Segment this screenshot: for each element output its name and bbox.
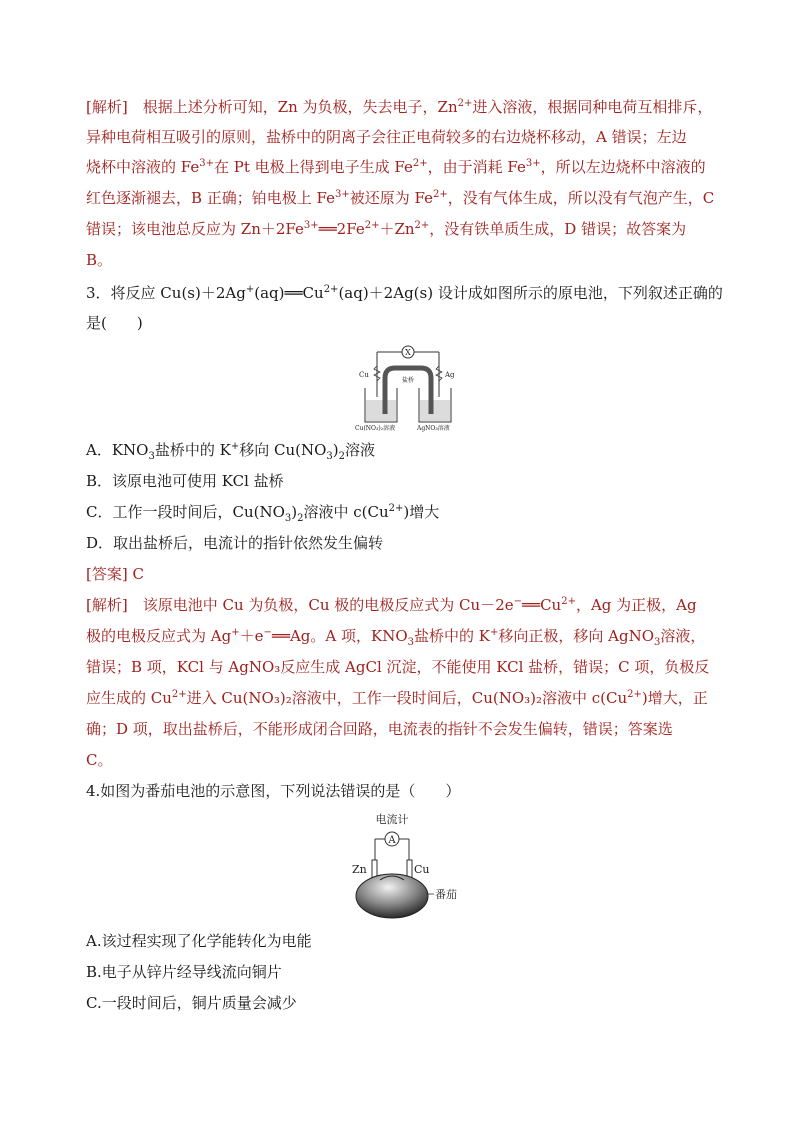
subscript: 2 [338, 451, 346, 462]
meter-label: X [405, 348, 411, 357]
subscript: 3 [148, 451, 155, 462]
text: ，没有气体生成，所以没有气泡产生，C [447, 189, 715, 207]
ammeter-label: A [388, 835, 396, 846]
text: [解析] 根据上述分析可知，Zn 为负极，失去电子，Zn [86, 98, 458, 116]
text: ══Ag。A 项，KNO [271, 627, 408, 645]
superscript: 2+ [323, 284, 339, 295]
text: C．工作一段时间后，Cu(NO [86, 503, 285, 521]
text: 进入溶液，根据同种电荷互相排斥， [472, 98, 713, 116]
text: 移向正极，移向 AgNO [498, 627, 655, 645]
text: ，没有铁单质生成，D 错误；故答案为 [429, 220, 687, 238]
q3-stem-line-2: 是( ) [86, 314, 143, 332]
superscript: 2+ [627, 689, 642, 700]
text: 移向 Cu(NO [239, 441, 327, 459]
superscript: + [231, 627, 240, 638]
q4-option-a: A.该过程实现了化学能转化为电能 [86, 932, 312, 950]
text: 被还原为 Fe [349, 189, 434, 207]
text: 盐桥中的 K [154, 441, 231, 459]
q2-analysis-line-2: 异种电荷相互吸引的原则，盐桥中的阴离子会往正电荷较多的右边烧杯移动，A 错误；左边 [86, 128, 687, 146]
text: 溶液， [660, 627, 706, 645]
text: 溶液 [345, 441, 376, 459]
text: ) [332, 441, 339, 459]
text: ，所以左边烧杯中溶液的 [540, 158, 706, 176]
subscript: 3 [284, 513, 292, 524]
subscript: 3 [654, 637, 661, 648]
q3-analysis-line-4 [86, 687, 746, 709]
q3-option-b: B．该原电池可使用 KCl 盐桥 [86, 472, 284, 490]
q3-option-c [86, 501, 746, 523]
ag-electrode-label: Ag [445, 371, 455, 379]
galvanic-cell-figure [355, 342, 465, 432]
meter-caption: 电流计 [375, 813, 409, 826]
superscript: 2+ [433, 189, 448, 200]
text: ══Cu [522, 596, 562, 614]
subscript: 3 [407, 637, 414, 648]
cu-label: Cu [414, 863, 430, 876]
text: 错误；该电池总反应为 Zn＋2Fe [86, 220, 304, 238]
right-solution-fill [420, 400, 450, 421]
left-solution-label: Cu(NO₃)₂溶液 [355, 425, 396, 432]
q3-stem-line-1 [86, 282, 746, 304]
text: 红色逐渐褪去，B 正确；铂电极上 Fe [86, 189, 336, 207]
text: [解析] 该原电池中 Cu 为负极，Cu 极的电极反应式为 Cu－2e [86, 596, 514, 614]
q3-answer: [答案] C [86, 565, 144, 583]
text: (aq)＋2Ag(s) 设计成如图所示的原电池，下列叙述正确的 [338, 284, 723, 302]
superscript: 3+ [335, 189, 350, 200]
text: 进入 Cu(NO₃)₂溶液中，工作一段时间后，Cu(NO₃)₂溶液中 c(Cu [186, 689, 628, 707]
superscript: − [263, 627, 272, 638]
text: 烧杯中溶液的 Fe [86, 158, 200, 176]
q3-analysis-line-1 [86, 594, 746, 616]
superscript: + [230, 441, 240, 452]
superscript: 3+ [525, 158, 541, 169]
superscript: 3+ [199, 158, 214, 169]
superscript: − [513, 596, 523, 607]
text: 盐桥中的 K [414, 627, 490, 645]
tomato-battery-figure [348, 812, 458, 920]
text: 在 Pt 电极上得到电子生成 Fe [213, 158, 413, 176]
text: )增大 [403, 503, 440, 521]
superscript: 2+ [412, 158, 428, 169]
q4-stem: 4.如图为番茄电池的示意图，下列说法错误的是（ ） [86, 782, 461, 800]
salt-bridge-label: 盐桥 [401, 377, 415, 384]
q3-analysis-line-3: 错误；B 项，KCl 与 AgNO₃反应生成 AgCl 沉淀，不能使用 KCl 盐桥，错误；C 项，负极反 [86, 658, 710, 676]
text: )增大，正 [641, 689, 708, 707]
q2-analysis-line-6: B。 [86, 251, 113, 269]
text: ＋e [239, 627, 264, 645]
text: (aq)══Cu [254, 284, 324, 302]
q3-analysis-line-6: C。 [86, 751, 113, 769]
superscript: 2+ [457, 98, 473, 109]
text: 极的电极反应式为 Ag [86, 627, 232, 645]
q2-analysis-line-5 [86, 218, 746, 240]
text: A．KNO [86, 441, 149, 459]
superscript: 2+ [388, 503, 404, 514]
text: ，由于消耗 Fe [427, 158, 526, 176]
q3-option-a [86, 439, 746, 461]
text: ) [291, 503, 298, 521]
text: ＋Zn [379, 220, 415, 238]
text: 溶液中 c(Cu [303, 503, 389, 521]
tomato [356, 874, 428, 918]
q4-option-c: C.一段时间后，铜片质量会减少 [86, 994, 297, 1012]
text: 应生成的 Cu [86, 689, 172, 707]
q2-analysis-line-1 [86, 96, 746, 118]
cu-electrode-label: Cu [359, 371, 369, 379]
zn-label: Zn [352, 863, 367, 876]
q3-analysis-line-2 [86, 625, 746, 647]
text: ══2Fe [318, 220, 365, 238]
superscript: 2+ [414, 220, 430, 231]
q3-analysis-line-5: 确；D 项，取出盐桥后，不能形成闭合回路，电流表的指针不会发生偏转，错误；答案选 [86, 720, 673, 738]
q3-option-d: D．取出盐桥后，电流计的指针依然发生偏转 [86, 534, 384, 552]
superscript: + [245, 284, 255, 295]
left-solution-fill [366, 400, 396, 421]
superscript: + [489, 627, 499, 638]
superscript: 2+ [364, 220, 380, 231]
right-solution-label: AgNO₃溶液 [417, 425, 450, 432]
tomato-label: 番茄 [435, 888, 457, 901]
q2-analysis-line-3 [86, 156, 746, 178]
text: 3．将反应 Cu(s)＋2Ag [86, 284, 246, 302]
text: ，Ag 为正极，Ag [575, 596, 697, 614]
superscript: 2+ [171, 689, 187, 700]
superscript: 2+ [561, 596, 576, 607]
subscript: 2 [297, 513, 304, 524]
superscript: 3+ [303, 220, 319, 231]
q4-option-b: B.电子从锌片经导线流向铜片 [86, 963, 282, 981]
subscript: 3 [326, 451, 333, 462]
q2-analysis-line-4 [86, 187, 746, 209]
